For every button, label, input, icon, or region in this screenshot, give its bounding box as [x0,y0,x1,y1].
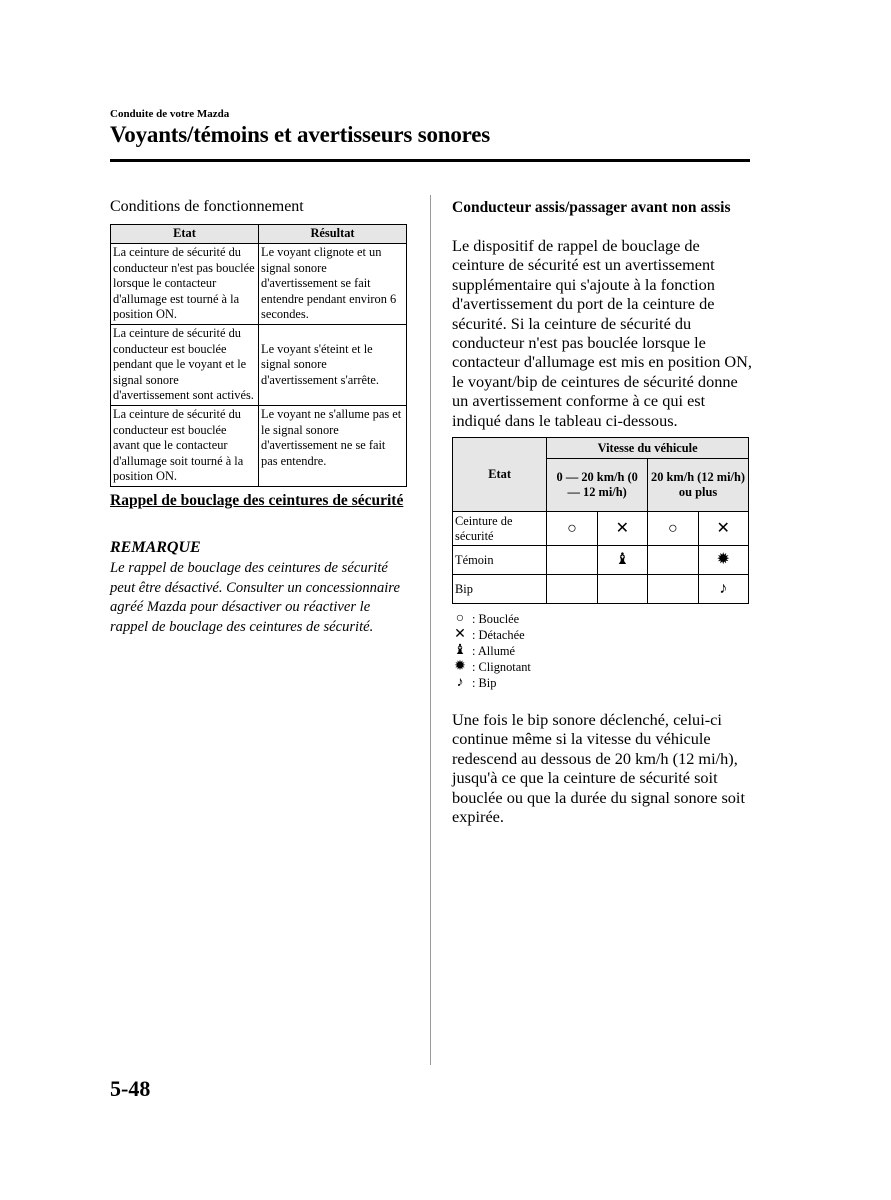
header-vitesse: Vitesse du véhicule [547,438,749,459]
buckled-icon: ○ [455,611,465,626]
table-row [453,575,749,604]
section-label: Conduite de votre Mazda [110,108,230,120]
light-on-icon: ♝ [615,551,630,568]
right-body: Le dispositif de rappel de bouclage de ceinture de sécurité est un avertissement supplémentaire qui s'ajoute à la fonction d'avertissement du port de la ceinture de sécurité. Si la ceinture de sécurité du conducteur n'est pas bouclée lorsque le contacteur d'allumage est mis en position ON, le voyant/bip de ceintures de sécurité donne un avertissement conforme à ce qui est indiqué dans le tableau ci-dessous. [452,236,752,430]
speed-table [452,437,749,604]
legend-text: : Bouclée [472,612,520,626]
header-etat: Etat [453,438,547,512]
legend-text: : Bip [472,676,497,690]
table-cell [597,512,647,546]
table-row [111,405,407,486]
table-cell [648,546,698,575]
table-row [453,546,749,575]
table-cell [597,546,647,575]
buckled-icon: ○ [567,519,577,537]
conditions-title: Conditions de fonctionnement [110,198,304,215]
table-cell [648,575,698,604]
header-resultat: Résultat [259,225,407,244]
right-heading: Conducteur assis/passager avant non assis [452,199,731,216]
table-cell [698,575,749,604]
table-cell [648,512,698,546]
rappel-title: Rappel de bouclage des ceintures de sécurité [110,492,404,509]
cell-etat: La ceinture de sécurité du conducteur est bouclée avant que le contacteur d'allumage soit tourné à la position ON. [111,405,259,486]
table-cell [698,546,749,575]
row-label: Ceinture de sécurité [453,512,547,546]
cell-resultat: Le voyant s'éteint et le signal sonore d'avertissement s'arrête. [259,324,407,405]
unbuckled-icon: ✕ [454,627,466,642]
legend-text: : Détachée [472,628,525,642]
table-cell [547,512,597,546]
table-cell [547,575,597,604]
light-on-icon: ♝ [453,643,467,658]
cell-resultat: Le voyant clignote et un signal sonore d'avertissement se fait entendre pendant environ 6 secondes. [259,244,407,325]
header-speed-high: 20 km/h (12 mi/h) ou plus [648,459,749,512]
beep-icon: ♪ [719,580,728,597]
table-cell [597,575,647,604]
page-title: Voyants/témoins et avertisseurs sonores [110,122,490,147]
row-label: Témoin [453,546,547,575]
legend-item [452,675,531,691]
page-number: 5-48 [110,1076,151,1101]
table-cell [547,546,597,575]
beep-icon: ♪ [456,675,464,690]
after-paragraph: Une fois le bip sonore déclenché, celui-ci continue même si la vitesse du véhicule redescend au dessous de 20 km/h (12 mi/h), jusqu'à ce que la ceinture de sécurité soit bouclée ou que la durée du signal sonore soit expirée. [452,710,745,827]
table-row [111,324,407,405]
unbuckled-icon: ✕ [615,519,630,537]
legend-text: : Allumé [472,644,516,658]
legend-item [452,659,531,675]
legend-item [452,611,531,627]
conditions-table [110,224,407,487]
light-flashing-icon: ✹ [454,659,466,674]
legend-item [452,643,531,659]
legend-text: : Clignotant [472,660,531,674]
title-rule [110,159,750,162]
row-label: Bip [453,575,547,604]
remarque-text: Le rappel de bouclage des ceintures de sécurité peut être désactivé. Consulter un concessionnaire agréé Mazda pour désactiver ou réactiver le rappel de bouclage des ceintures de sécurité. [110,560,400,635]
column-divider [430,195,431,1065]
header-etat: Etat [111,225,259,244]
cell-etat: La ceinture de sécurité du conducteur n'est pas bouclée lorsque le contacteur d'allumage est tourné à la position ON. [111,244,259,325]
unbuckled-icon: ✕ [716,519,730,537]
table-row [111,244,407,325]
header-speed-low: 0 — 20 km/h (0 — 12 mi/h) [547,459,648,512]
cell-resultat: Le voyant ne s'allume pas et le signal sonore d'avertissement ne se fait pas entendre. [259,405,407,486]
legend-item [452,627,531,643]
table-cell [698,512,749,546]
table-row [453,512,749,546]
cell-etat: La ceinture de sécurité du conducteur est bouclée pendant que le voyant et le signal sonore d'avertissement sont activés. [111,324,259,405]
buckled-icon: ○ [667,519,678,537]
legend [452,611,531,691]
light-flashing-icon: ✹ [716,551,730,568]
remarque-heading: REMARQUE [110,539,201,556]
